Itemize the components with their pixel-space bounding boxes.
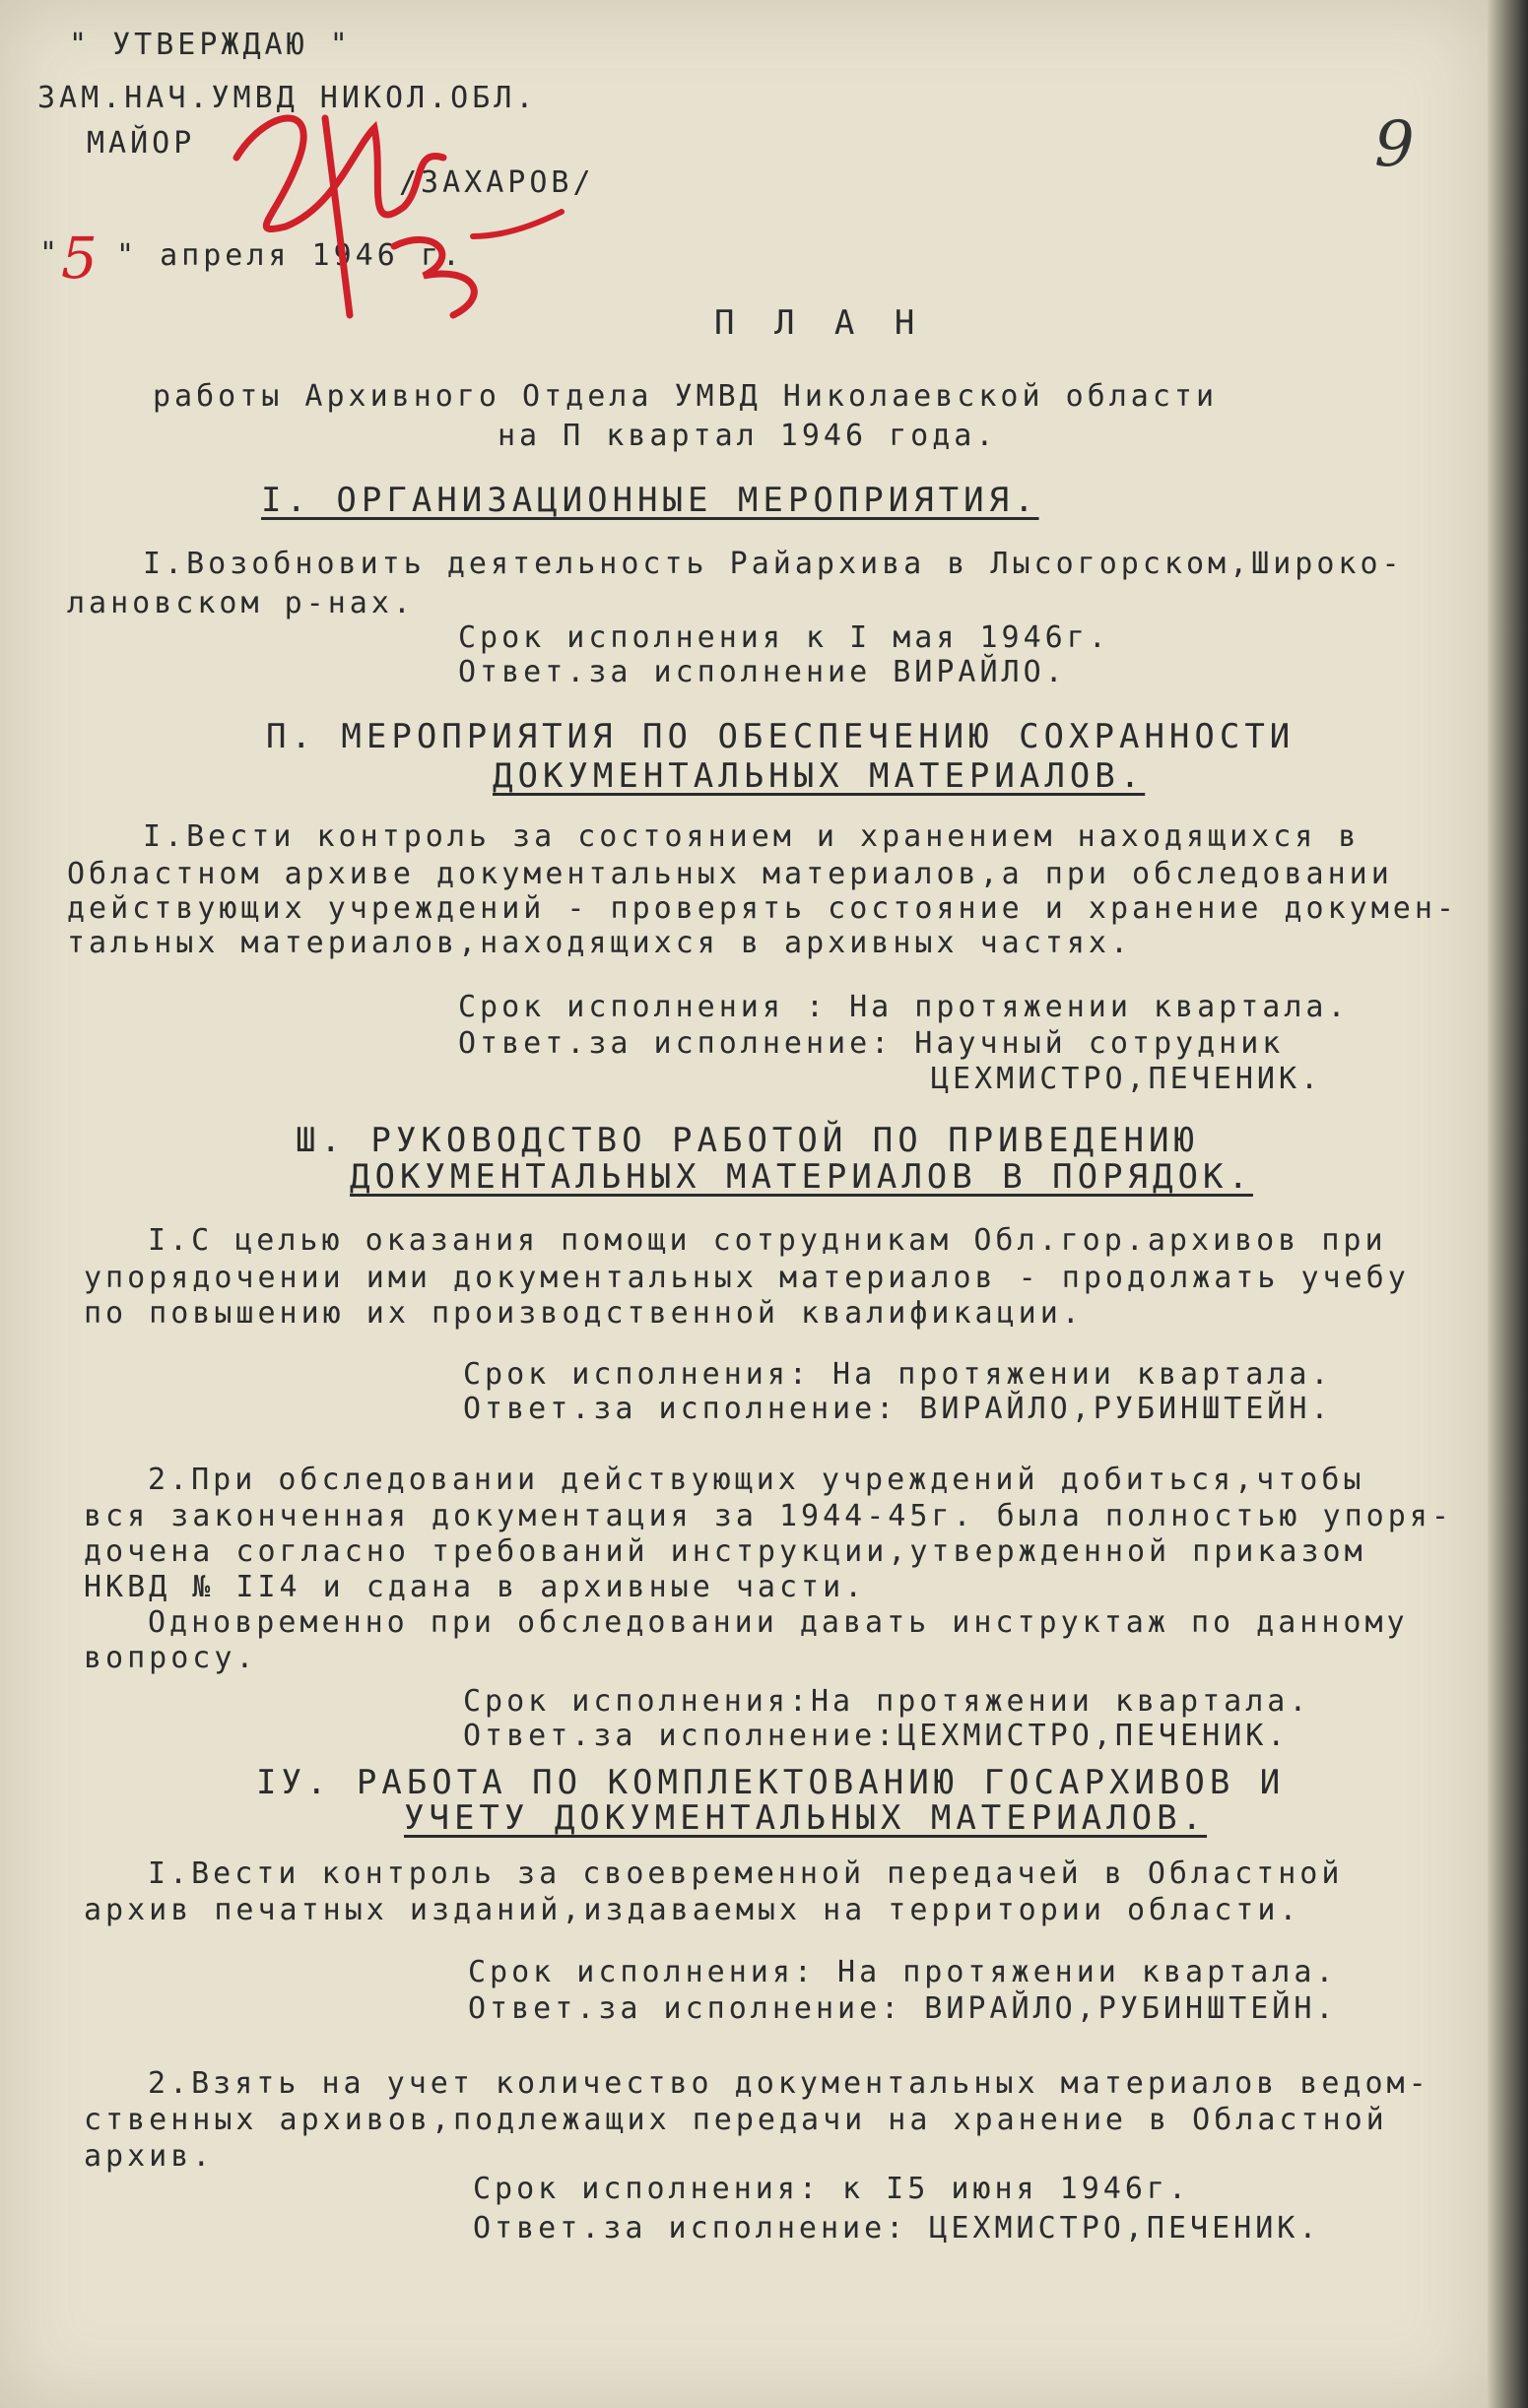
s3-p2-line6: вопросу. xyxy=(84,1641,258,1675)
s4-responsible-2: Ответ.за исполнение: ЦЕХМИСТРО,ПЕЧЕНИК. xyxy=(473,2211,1321,2245)
s3-p2-line4: НКВД № II4 и сдана в архивные части. xyxy=(84,1570,867,1604)
s1-p1-line1: I.Возобновить деятельность Райархива в Лысогорском,Широко- xyxy=(143,547,1404,581)
section-2-heading-2: ДОКУМЕНТАЛЬНЫХ МАТЕРИАЛОВ. xyxy=(493,756,1146,796)
section-4-heading-1: IУ. РАБОТА ПО КОМПЛЕКТОВАНИЮ ГОСАРХИВОВ И xyxy=(256,1763,1286,1802)
s4-p1-line2: архив печатных изданий,издаваемых на территории области. xyxy=(84,1893,1301,1927)
s3-deadline-1: Срок исполнения: На протяжении квартала. xyxy=(463,1357,1333,1392)
document-title: П Л А Н xyxy=(714,303,925,343)
signature-icon xyxy=(177,89,650,364)
page-number: 9 xyxy=(1374,108,1415,181)
approval-date-quote: " xyxy=(39,236,62,271)
s1-deadline: Срок исполнения к I мая 1946г. xyxy=(458,620,1110,655)
section-2-heading-1: П. МЕРОПРИЯТИЯ ПО ОБЕСПЕЧЕНИЮ СОХРАННОСТИ xyxy=(266,717,1295,756)
approval-title: " УТВЕРЖДАЮ " xyxy=(69,28,352,62)
s3-p2-line1: 2.При обследовании действующих учреждений добиться,чтобы xyxy=(148,1463,1365,1497)
s3-p2-line2: вся законченная документация за 1944-45г. была полностью упоря- xyxy=(84,1499,1453,1533)
section-1-heading: I. ОРГАНИЗАЦИОННЫЕ МЕРОПРИЯТИЯ. xyxy=(261,481,1039,520)
s4-p1-line1: I.Вести контроль за своевременной передачей в Областной xyxy=(148,1856,1344,1891)
page-edge xyxy=(1488,0,1528,2408)
section-3-heading-2: ДОКУМЕНТАЛЬНЫХ МАТЕРИАЛОВ В ПОРЯДОК. xyxy=(350,1157,1253,1197)
s3-responsible-1: Ответ.за исполнение: ВИРАЙЛО,РУБИНШТЕЙН. xyxy=(463,1392,1333,1426)
s2-p1-line4: тальных материалов,находящихся в архивных частях. xyxy=(67,926,1133,960)
approval-date: " апреля 1946 г. xyxy=(116,238,464,273)
s1-p1-line2: лановском р-нах. xyxy=(67,586,415,620)
approval-date-day: 5 xyxy=(61,225,98,292)
s2-p1-line2: Областном архиве документальных материалов,а при обследовании xyxy=(67,857,1393,891)
s3-p1-line1: I.С целью оказания помощи сотрудникам Обл.гор.архивов при xyxy=(148,1223,1387,1258)
section-4-heading-2: УЧЕТУ ДОКУМЕНТАЛЬНЫХ МАТЕРИАЛОВ. xyxy=(404,1798,1208,1838)
s2-responsible: Ответ.за исполнение: Научный сотрудник xyxy=(458,1026,1285,1061)
s1-responsible: Ответ.за исполнение ВИРАЙЛО. xyxy=(458,655,1067,689)
s4-deadline-1: Срок исполнения: На протяжении квартала. xyxy=(468,1955,1338,1989)
s4-p2-line1: 2.Взять на учет количество документальных материалов ведом- xyxy=(148,2066,1430,2101)
s3-p1-line3: по повышению их производственной квалификации. xyxy=(84,1296,1084,1331)
s2-p1-line1: I.Вести контроль за состоянием и хранением находящихся в xyxy=(143,819,1361,854)
document-subtitle-1: работы Архивного Отдела УМВД Николаевской области xyxy=(153,379,1219,414)
s4-p2-line2: ственных архивов,подлежащих передачи на хранение в Областной xyxy=(84,2103,1388,2137)
s2-responsible-names: ЦЕХМИСТРО,ПЕЧЕНИК. xyxy=(931,1062,1323,1096)
s2-deadline: Срок исполнения : На протяжении квартала. xyxy=(458,990,1350,1024)
s3-deadline-2: Срок исполнения:На протяжении квартала. xyxy=(463,1684,1311,1719)
s3-responsible-2: Ответ.за исполнение:ЦЕХМИСТРО,ПЕЧЕНИК. xyxy=(463,1719,1290,1753)
s4-deadline-2: Срок исполнения: к I5 июня 1946г. xyxy=(473,2172,1191,2206)
approval-rank: МАЙОР xyxy=(87,126,196,161)
s3-p2-line5: Одновременно при обследовании давать инструктаж по данному xyxy=(148,1605,1409,1640)
s4-responsible-1: Ответ.за исполнение: ВИРАЙЛО,РУБИНШТЕЙН. xyxy=(468,1991,1338,2026)
section-3-heading-1: Ш. РУКОВОДСТВО РАБОТОЙ ПО ПРИВЕДЕНИЮ xyxy=(296,1121,1199,1160)
approval-name: /ЗАХАРОВ/ xyxy=(399,165,595,200)
document-subtitle-2: на П квартал 1946 года. xyxy=(498,419,998,453)
s4-p2-line3: архив. xyxy=(84,2139,215,2174)
s2-p1-line3: действующих учреждений - проверять состояние и хранение докумен- xyxy=(67,891,1458,926)
s3-p2-line3: дочена согласно требований инструкции,утвержденной приказом xyxy=(84,1534,1366,1569)
approval-position: ЗАМ.НАЧ.УМВД НИКОЛ.ОБЛ. xyxy=(37,81,538,115)
s3-p1-line2: упорядочении ими документальных материалов - продолжать учебу xyxy=(84,1261,1410,1295)
